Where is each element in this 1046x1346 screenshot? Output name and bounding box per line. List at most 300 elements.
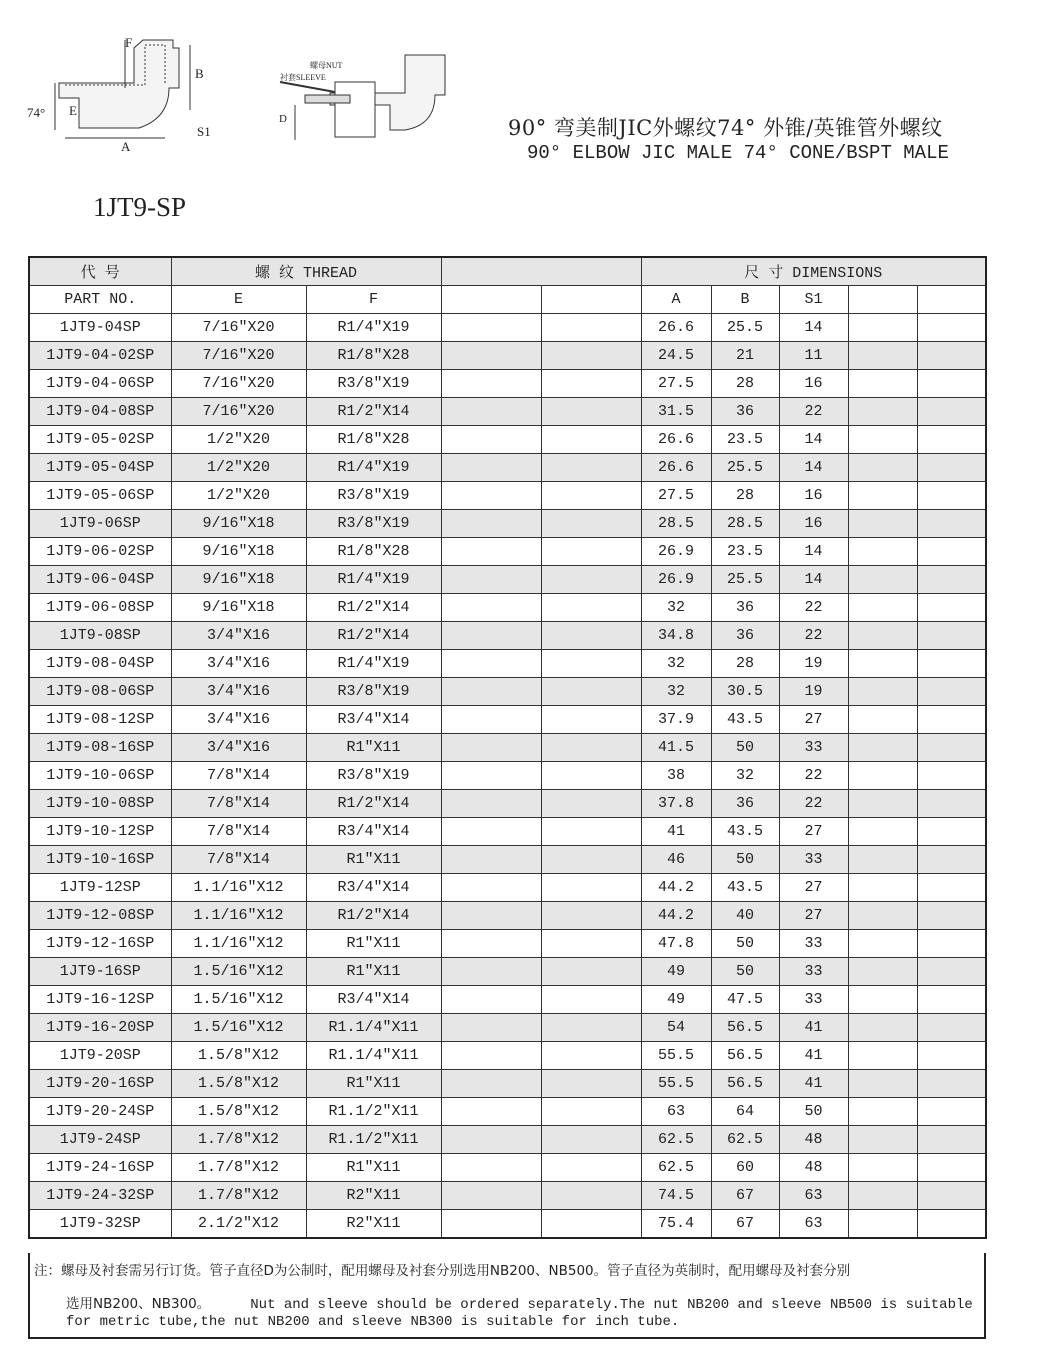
empty-cell	[917, 594, 986, 622]
dim-s1-cell: 22	[779, 398, 848, 426]
thread-e-cell: 1.5/16″X12	[171, 958, 306, 986]
empty-cell	[917, 1182, 986, 1210]
dim-s1-cell: 11	[779, 342, 848, 370]
dim-a-cell: 62.5	[641, 1126, 711, 1154]
dim-s1-cell: 48	[779, 1126, 848, 1154]
dim-a-cell: 44.2	[641, 902, 711, 930]
empty-cell	[441, 1098, 541, 1126]
empty-cell	[441, 370, 541, 398]
empty-cell	[541, 846, 641, 874]
thread-e-cell: 9/16″X18	[171, 594, 306, 622]
dim-s1-cell: 27	[779, 874, 848, 902]
thread-f-cell: R1″X11	[306, 958, 441, 986]
thread-f-cell: R1″X11	[306, 1070, 441, 1098]
thread-f-cell: R1/4″X19	[306, 454, 441, 482]
empty-cell	[917, 1126, 986, 1154]
dim-s1-cell: 41	[779, 1042, 848, 1070]
empty-cell	[541, 314, 641, 342]
empty-cell	[541, 958, 641, 986]
thread-f-cell: R1″X11	[306, 930, 441, 958]
dim-s1-cell: 27	[779, 818, 848, 846]
empty-cell	[917, 706, 986, 734]
empty-cell	[441, 510, 541, 538]
thread-f-cell: R1/2″X14	[306, 902, 441, 930]
empty-cell	[441, 1154, 541, 1182]
part-no-cell: 1JT9-12SP	[29, 874, 171, 902]
header-empty	[441, 257, 641, 286]
thread-f-cell: R1/4″X19	[306, 314, 441, 342]
table-row	[29, 622, 986, 650]
empty-cell	[441, 762, 541, 790]
empty-cell	[917, 1042, 986, 1070]
dim-b-cell: 21	[711, 342, 779, 370]
dim-a-cell: 24.5	[641, 342, 711, 370]
empty-cell	[541, 622, 641, 650]
empty-cell	[541, 790, 641, 818]
empty-cell	[917, 510, 986, 538]
thread-e-cell: 1.5/8″X12	[171, 1042, 306, 1070]
dim-b-cell: 23.5	[711, 538, 779, 566]
part-no-cell: 1JT9-12-08SP	[29, 902, 171, 930]
table-row	[29, 1154, 986, 1182]
thread-e-cell: 1.5/16″X12	[171, 986, 306, 1014]
empty-cell	[917, 342, 986, 370]
dim-b-cell: 40	[711, 902, 779, 930]
dim-a-cell: 63	[641, 1098, 711, 1126]
label-a: A	[121, 139, 131, 154]
part-no-cell: 1JT9-06-02SP	[29, 538, 171, 566]
part-no-cell: 1JT9-05-02SP	[29, 426, 171, 454]
empty-cell	[441, 398, 541, 426]
dim-s1-cell: 19	[779, 650, 848, 678]
empty-cell	[917, 1014, 986, 1042]
dim-a-cell: 27.5	[641, 482, 711, 510]
model-number: 1JT9-SP	[93, 192, 187, 222]
table-row	[29, 1098, 986, 1126]
thread-f-cell: R3/8″X19	[306, 762, 441, 790]
thread-f-cell: R1/8″X28	[306, 342, 441, 370]
table-row	[29, 454, 986, 482]
thread-e-cell: 9/16″X18	[171, 538, 306, 566]
thread-f-cell: R1/2″X14	[306, 622, 441, 650]
dim-b-cell: 25.5	[711, 566, 779, 594]
empty-cell	[848, 342, 917, 370]
thread-e-cell: 3/4″X16	[171, 734, 306, 762]
header-row-1	[29, 257, 986, 286]
thread-e-cell: 1.1/16″X12	[171, 930, 306, 958]
empty-cell	[541, 902, 641, 930]
dim-s1-cell: 22	[779, 762, 848, 790]
table-row	[29, 594, 986, 622]
order-note	[28, 1253, 986, 1339]
header-dimensions: 尺 寸 DIMENSIONS	[641, 257, 986, 286]
empty-cell	[441, 958, 541, 986]
empty-cell	[541, 930, 641, 958]
dim-s1-cell: 22	[779, 594, 848, 622]
empty-cell	[441, 538, 541, 566]
dim-a-cell: 32	[641, 678, 711, 706]
dim-b-cell: 67	[711, 1210, 779, 1239]
dim-s1-cell: 33	[779, 734, 848, 762]
empty-cell	[917, 734, 986, 762]
dim-a-cell: 74.5	[641, 1182, 711, 1210]
part-no-cell: 1JT9-20-16SP	[29, 1070, 171, 1098]
header-row-2	[29, 286, 986, 314]
empty-cell	[541, 1042, 641, 1070]
label-d: D	[279, 113, 287, 125]
thread-e-cell: 7/8″X14	[171, 762, 306, 790]
label-angle: 74°	[27, 105, 46, 120]
dim-a-cell: 62.5	[641, 1154, 711, 1182]
empty-cell	[541, 762, 641, 790]
header-b: B	[711, 286, 779, 314]
empty-cell	[848, 454, 917, 482]
elbow-assembly-drawing	[275, 50, 475, 165]
empty-cell	[848, 426, 917, 454]
empty-cell	[848, 482, 917, 510]
dim-s1-cell: 14	[779, 454, 848, 482]
thread-e-cell: 3/4″X16	[171, 678, 306, 706]
thread-e-cell: 7/8″X14	[171, 818, 306, 846]
elbow-fitting-drawing	[25, 30, 235, 160]
table-row	[29, 678, 986, 706]
title-english: 90° ELBOW JIC MALE 74° CONE/BSPT MALE	[527, 142, 949, 164]
dim-s1-cell: 19	[779, 678, 848, 706]
dim-b-cell: 23.5	[711, 426, 779, 454]
dim-s1-cell: 63	[779, 1182, 848, 1210]
thread-f-cell: R3/8″X19	[306, 370, 441, 398]
table-row	[29, 1014, 986, 1042]
table-row	[29, 426, 986, 454]
part-no-cell: 1JT9-10-16SP	[29, 846, 171, 874]
empty-cell	[541, 650, 641, 678]
empty-cell	[917, 370, 986, 398]
empty-cell	[441, 734, 541, 762]
table-row	[29, 1042, 986, 1070]
dim-s1-cell: 16	[779, 482, 848, 510]
thread-e-cell: 1.1/16″X12	[171, 874, 306, 902]
dim-b-cell: 56.5	[711, 1070, 779, 1098]
part-no-cell: 1JT9-04-02SP	[29, 342, 171, 370]
part-no-cell: 1JT9-20SP	[29, 1042, 171, 1070]
part-no-cell: 1JT9-08-16SP	[29, 734, 171, 762]
thread-f-cell: R3/8″X19	[306, 510, 441, 538]
part-no-cell: 1JT9-06-04SP	[29, 566, 171, 594]
empty-cell	[848, 1182, 917, 1210]
empty-cell	[917, 314, 986, 342]
dim-a-cell: 26.9	[641, 566, 711, 594]
empty-cell	[441, 482, 541, 510]
dim-s1-cell: 27	[779, 902, 848, 930]
thread-f-cell: R1/4″X19	[306, 650, 441, 678]
empty-cell	[441, 594, 541, 622]
dim-s1-cell: 14	[779, 538, 848, 566]
note-line-1: 注：螺母及衬套需另行订货。管子直径D为公制时，配用螺母及衬套分别选用NB200、NB500。管子直径为英制时，配用螺母及衬套分别	[34, 1263, 851, 1279]
empty-cell	[541, 1154, 641, 1182]
thread-e-cell: 1/2″X20	[171, 454, 306, 482]
empty-cell	[848, 594, 917, 622]
table-row	[29, 1210, 986, 1239]
part-no-cell: 1JT9-10-12SP	[29, 818, 171, 846]
empty-cell	[541, 1210, 641, 1239]
dim-a-cell: 47.8	[641, 930, 711, 958]
thread-f-cell: R1/2″X14	[306, 398, 441, 426]
table-row	[29, 538, 986, 566]
empty-cell	[441, 678, 541, 706]
thread-f-cell: R1/8″X28	[306, 538, 441, 566]
dim-a-cell: 44.2	[641, 874, 711, 902]
dim-s1-cell: 33	[779, 986, 848, 1014]
dim-b-cell: 36	[711, 622, 779, 650]
empty-cell	[848, 650, 917, 678]
empty-cell	[848, 1126, 917, 1154]
empty-cell	[917, 398, 986, 426]
empty-cell	[848, 846, 917, 874]
empty-cell	[848, 538, 917, 566]
label-nut: 螺母NUT	[310, 61, 343, 70]
dim-s1-cell: 63	[779, 1210, 848, 1239]
thread-e-cell: 7/8″X14	[171, 846, 306, 874]
empty-cell	[541, 678, 641, 706]
dim-a-cell: 27.5	[641, 370, 711, 398]
thread-f-cell: R3/8″X19	[306, 678, 441, 706]
label-f: F	[125, 35, 133, 50]
empty-cell	[848, 510, 917, 538]
empty-cell	[441, 1042, 541, 1070]
dim-s1-cell: 33	[779, 846, 848, 874]
part-no-cell: 1JT9-08-12SP	[29, 706, 171, 734]
empty-cell	[541, 734, 641, 762]
empty-cell	[917, 426, 986, 454]
empty-cell	[917, 986, 986, 1014]
empty-cell	[541, 1014, 641, 1042]
table-row	[29, 566, 986, 594]
thread-f-cell: R1/8″X28	[306, 426, 441, 454]
note-line-2	[66, 1292, 973, 1313]
empty-cell	[541, 1098, 641, 1126]
part-no-cell: 1JT9-24-32SP	[29, 1182, 171, 1210]
table-row	[29, 510, 986, 538]
empty-cell	[441, 986, 541, 1014]
thread-e-cell: 7/16″X20	[171, 314, 306, 342]
thread-e-cell: 1.5/16″X12	[171, 1014, 306, 1042]
title-chinese: 90° 弯美制JIC外螺纹74° 外锥/英锥管外螺纹	[508, 116, 943, 140]
dim-a-cell: 49	[641, 958, 711, 986]
empty-cell	[917, 874, 986, 902]
dim-b-cell: 25.5	[711, 314, 779, 342]
empty-cell	[541, 986, 641, 1014]
empty-cell	[441, 902, 541, 930]
empty-cell	[441, 706, 541, 734]
dim-s1-cell: 27	[779, 706, 848, 734]
table-row	[29, 342, 986, 370]
dim-a-cell: 26.6	[641, 426, 711, 454]
table-row	[29, 1182, 986, 1210]
empty-cell	[917, 566, 986, 594]
thread-f-cell: R2″X11	[306, 1210, 441, 1239]
note-line-3: for metric tube,the nut NB200 and sleeve NB300 is suitable for inch tube.	[66, 1314, 680, 1330]
thread-e-cell: 1.5/8″X12	[171, 1098, 306, 1126]
empty-cell	[441, 1210, 541, 1239]
dim-a-cell: 37.8	[641, 790, 711, 818]
part-no-cell: 1JT9-04-08SP	[29, 398, 171, 426]
empty-cell	[848, 958, 917, 986]
header-thread: 螺 纹 THREAD	[171, 257, 441, 286]
thread-f-cell: R1.1/2″X11	[306, 1126, 441, 1154]
empty-cell	[848, 1154, 917, 1182]
dim-a-cell: 49	[641, 986, 711, 1014]
dim-b-cell: 36	[711, 594, 779, 622]
dim-s1-cell: 50	[779, 1098, 848, 1126]
part-no-cell: 1JT9-20-24SP	[29, 1098, 171, 1126]
empty-cell	[441, 790, 541, 818]
dim-b-cell: 56.5	[711, 1042, 779, 1070]
thread-e-cell: 2.1/2″X12	[171, 1210, 306, 1239]
empty-cell	[541, 566, 641, 594]
dim-a-cell: 34.8	[641, 622, 711, 650]
dim-b-cell: 28	[711, 482, 779, 510]
dim-s1-cell: 41	[779, 1070, 848, 1098]
empty-cell	[848, 398, 917, 426]
dim-b-cell: 60	[711, 1154, 779, 1182]
part-no-cell: 1JT9-32SP	[29, 1210, 171, 1239]
header-empty	[848, 286, 917, 314]
empty-cell	[441, 426, 541, 454]
dim-s1-cell: 14	[779, 426, 848, 454]
header-a: A	[641, 286, 711, 314]
table-row	[29, 370, 986, 398]
empty-cell	[541, 398, 641, 426]
empty-cell	[917, 1210, 986, 1239]
part-no-cell: 1JT9-16SP	[29, 958, 171, 986]
empty-cell	[848, 930, 917, 958]
dim-b-cell: 47.5	[711, 986, 779, 1014]
label-s1: S1	[197, 124, 211, 139]
table-row	[29, 482, 986, 510]
empty-cell	[541, 370, 641, 398]
part-no-cell: 1JT9-08-04SP	[29, 650, 171, 678]
thread-e-cell: 3/4″X16	[171, 650, 306, 678]
dim-a-cell: 37.9	[641, 706, 711, 734]
empty-cell	[541, 874, 641, 902]
dim-s1-cell: 16	[779, 370, 848, 398]
thread-f-cell: R1/2″X14	[306, 594, 441, 622]
header-f: F	[306, 286, 441, 314]
thread-e-cell: 7/16″X20	[171, 370, 306, 398]
part-no-cell: 1JT9-05-06SP	[29, 482, 171, 510]
dim-a-cell: 28.5	[641, 510, 711, 538]
header-empty	[541, 286, 641, 314]
empty-cell	[848, 1014, 917, 1042]
dim-b-cell: 50	[711, 846, 779, 874]
thread-e-cell: 1/2″X20	[171, 426, 306, 454]
header-e: E	[171, 286, 306, 314]
empty-cell	[917, 818, 986, 846]
empty-cell	[441, 650, 541, 678]
empty-cell	[917, 930, 986, 958]
dim-a-cell: 46	[641, 846, 711, 874]
dim-b-cell: 67	[711, 1182, 779, 1210]
dim-a-cell: 26.6	[641, 454, 711, 482]
dim-a-cell: 55.5	[641, 1070, 711, 1098]
empty-cell	[441, 1182, 541, 1210]
dim-b-cell: 28	[711, 650, 779, 678]
empty-cell	[917, 622, 986, 650]
empty-cell	[917, 538, 986, 566]
empty-cell	[848, 734, 917, 762]
empty-cell	[917, 1154, 986, 1182]
dim-b-cell: 36	[711, 398, 779, 426]
empty-cell	[917, 846, 986, 874]
dim-a-cell: 75.4	[641, 1210, 711, 1239]
dim-a-cell: 31.5	[641, 398, 711, 426]
empty-cell	[541, 482, 641, 510]
thread-f-cell: R1″X11	[306, 846, 441, 874]
thread-e-cell: 3/4″X16	[171, 706, 306, 734]
thread-f-cell: R1/2″X14	[306, 790, 441, 818]
dim-a-cell: 38	[641, 762, 711, 790]
dim-s1-cell: 48	[779, 1154, 848, 1182]
table-row	[29, 398, 986, 426]
empty-cell	[441, 818, 541, 846]
thread-f-cell: R3/8″X19	[306, 482, 441, 510]
table-row	[29, 734, 986, 762]
dim-b-cell: 62.5	[711, 1126, 779, 1154]
part-no-cell: 1JT9-05-04SP	[29, 454, 171, 482]
dim-s1-cell: 14	[779, 566, 848, 594]
table-row	[29, 958, 986, 986]
empty-cell	[541, 594, 641, 622]
empty-cell	[848, 706, 917, 734]
empty-cell	[848, 818, 917, 846]
thread-e-cell: 7/16″X20	[171, 398, 306, 426]
dim-s1-cell: 33	[779, 958, 848, 986]
part-no-cell: 1JT9-24SP	[29, 1126, 171, 1154]
thread-f-cell: R3/4″X14	[306, 706, 441, 734]
thread-f-cell: R3/4″X14	[306, 986, 441, 1014]
empty-cell	[848, 622, 917, 650]
empty-cell	[541, 342, 641, 370]
empty-cell	[848, 986, 917, 1014]
table-row	[29, 790, 986, 818]
dim-a-cell: 55.5	[641, 1042, 711, 1070]
empty-cell	[848, 1042, 917, 1070]
dim-b-cell: 43.5	[711, 818, 779, 846]
dim-s1-cell: 14	[779, 314, 848, 342]
table-row	[29, 1070, 986, 1098]
empty-cell	[917, 1070, 986, 1098]
empty-cell	[441, 1126, 541, 1154]
thread-f-cell: R1.1/4″X11	[306, 1042, 441, 1070]
empty-cell	[541, 706, 641, 734]
empty-cell	[441, 314, 541, 342]
dim-b-cell: 50	[711, 958, 779, 986]
dim-a-cell: 41	[641, 818, 711, 846]
dim-b-cell: 30.5	[711, 678, 779, 706]
empty-cell	[441, 566, 541, 594]
dimension-table	[28, 256, 987, 1239]
empty-cell	[848, 902, 917, 930]
table-row	[29, 650, 986, 678]
thread-f-cell: R1/4″X19	[306, 566, 441, 594]
dim-b-cell: 43.5	[711, 874, 779, 902]
empty-cell	[541, 454, 641, 482]
table-row	[29, 762, 986, 790]
part-no-cell: 1JT9-06-08SP	[29, 594, 171, 622]
part-no-cell: 1JT9-08-06SP	[29, 678, 171, 706]
note-line-2-cn: 选用NB200、NB300。	[66, 1296, 211, 1312]
thread-f-cell: R1″X11	[306, 734, 441, 762]
